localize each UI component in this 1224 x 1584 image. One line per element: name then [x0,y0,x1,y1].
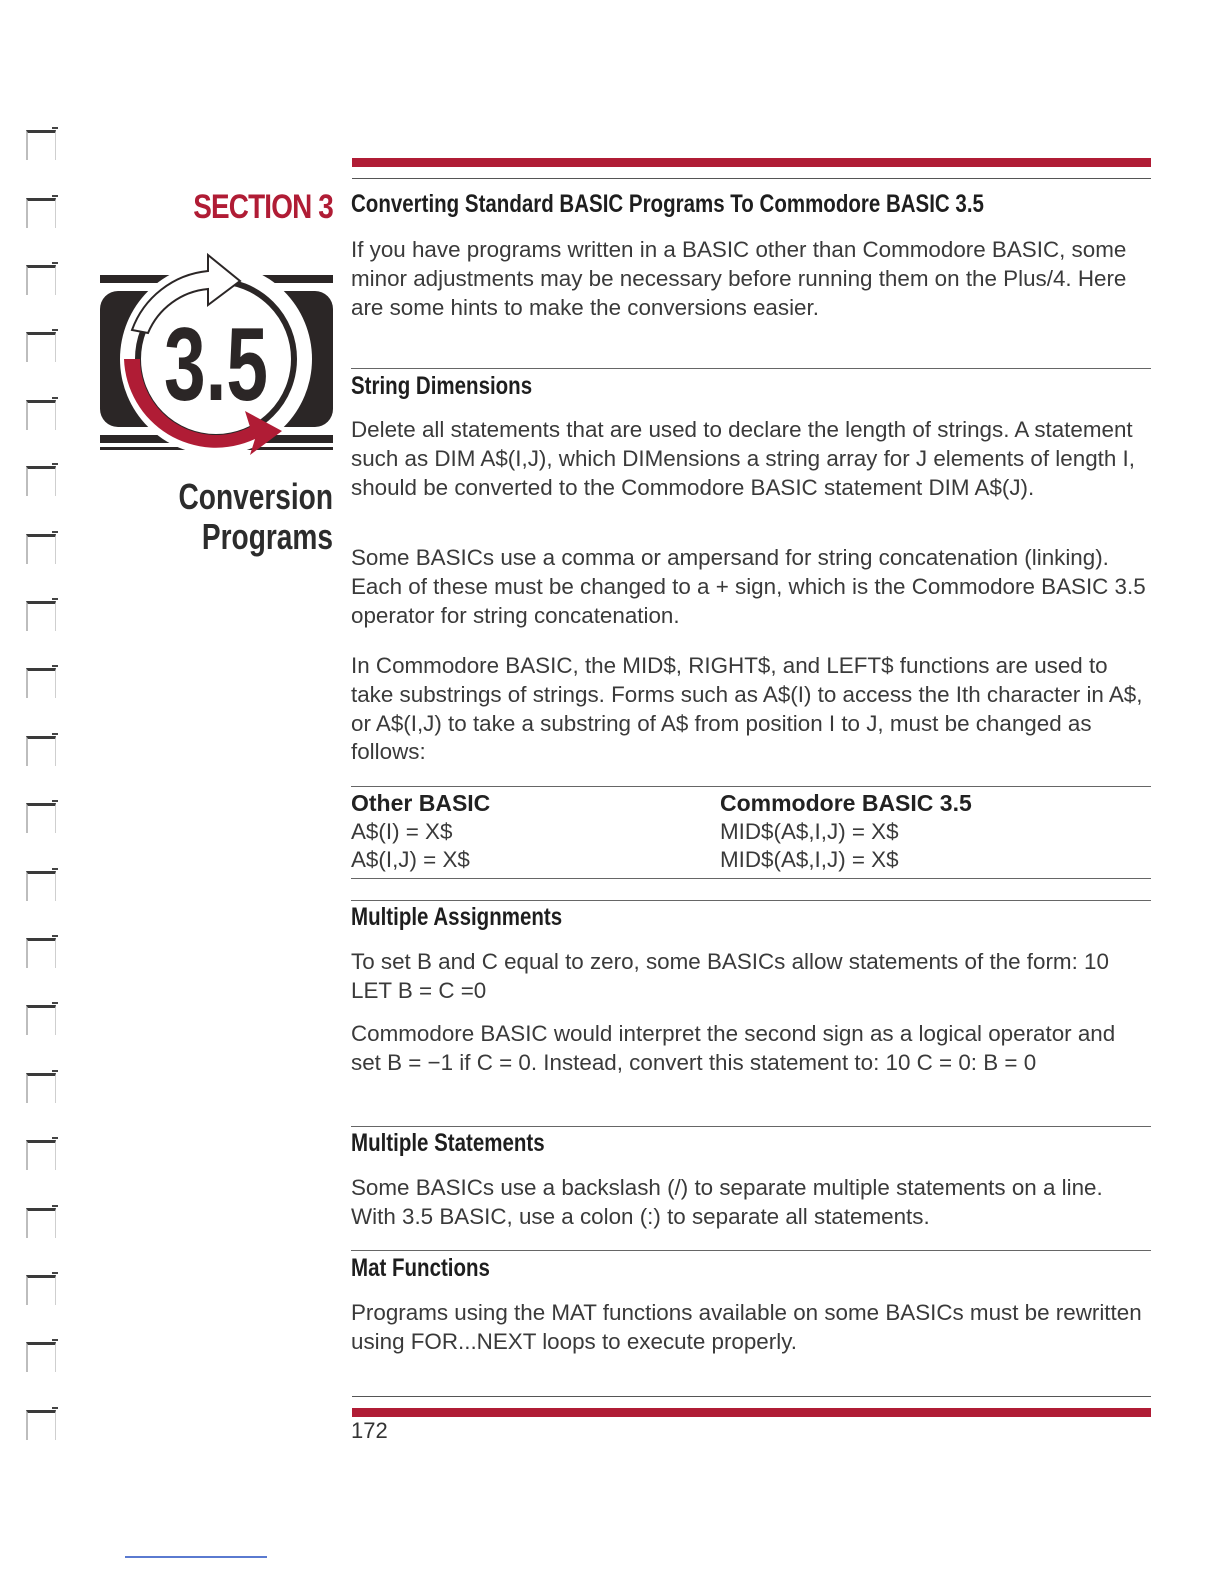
string-dimensions-paragraph-1: Delete all statements that are used to declare the length of strings. A statement such as DIM A$(I,J), which DIMensions a string array for J elements of length I, should be converted to the Commodore BASIC statement DIM A$(J). [351,417,1135,500]
comparison-table [351,789,1151,875]
binding-ring [26,400,56,430]
multiple-assignments-heading: Multiple Assignments [351,903,563,931]
divider [351,900,1151,901]
intro-paragraph: If you have programs written in a BASIC other than Commodore BASIC, some minor adjustments may be necessary before running them on the Plus/4. Here are some hints to make the conversions easier. [351,237,1127,320]
divider [351,786,1151,787]
binding-ring [26,1073,56,1103]
multiple-assignments-paragraph-1: To set B and C equal to zero, some BASICs allow statements of the form: 10 LET B = C =0 [351,949,1109,1003]
mat-functions-heading: Mat Functions [351,1254,490,1282]
table-row [351,846,1151,875]
binding-ring [26,871,56,901]
top-thin-rule [352,178,1151,179]
binding-ring [26,668,56,698]
table-header: Commodore BASIC 3.5 [720,790,972,816]
bottom-mark [125,1556,267,1558]
binding-ring [26,1005,56,1035]
string-dimensions-heading: String Dimensions [351,372,533,400]
table-header: Other BASIC [351,790,491,816]
binding-ring [26,736,56,766]
binding-ring [26,534,56,564]
string-dimensions-paragraph-3: In Commodore BASIC, the MID$, RIGHT$, and LEFT$ functions are used to take substrings of strings. Forms such as A$(I) to access the Ith character in A$, or A$(I,J) to take a substring of A$ from position I to J, must be changed as follows: [351,653,1143,765]
binding-ring [26,938,56,968]
table-cell: MID$(A$,I,J) = X$ [720,818,899,844]
binding-ring [26,1208,56,1238]
section-sidebar [100,188,333,555]
sidebar-title-line1: Conversion [178,476,333,517]
top-accent-rule [352,158,1151,167]
table-cell: MID$(A$,I,J) = X$ [720,847,899,872]
divider [351,1250,1151,1251]
table-cell: A$(I,J) = X$ [351,847,470,872]
divider [351,1126,1151,1127]
logo-text: 3.5 [163,307,269,423]
binding-ring [26,601,56,631]
mat-functions-paragraph: Programs using the MAT functions available on some BASICs must be rewritten using FOR...NEXT loops to execute properly. [351,1300,1142,1354]
sidebar-title-line2: Programs [201,516,333,557]
multiple-assignments-paragraph-2: Commodore BASIC would interpret the second sign as a logical operator and set B = −1 if C = 0. Instead, convert this statement to: 10 C = 0: B = 0 [351,1021,1116,1075]
binding-ring [26,198,56,228]
binding-ring [26,1140,56,1170]
binding-ring [26,332,56,362]
section-label: SECTION 3 [193,188,333,226]
multiple-statements-paragraph: Some BASICs use a backslash (/) to separate multiple statements on a line. With 3.5 BASIC, use a colon (:) to separate all statements. [351,1175,1103,1229]
table-row [351,818,1151,847]
divider [351,878,1151,879]
binding-ring [26,803,56,833]
binding-ring [26,1275,56,1305]
page-number: 172 [351,1418,388,1443]
basic-35-logo-icon [100,235,333,475]
page-title: Converting Standard BASIC Programs To Commodore BASIC 3.5 [351,190,984,218]
binding-ring [26,265,56,295]
multiple-statements-heading: Multiple Statements [351,1129,545,1157]
string-dimensions-paragraph-2: Some BASICs use a comma or ampersand for string concatenation (linking). Each of these must be changed to a + sign, which is the Commodore BASIC 3.5 operator for string concatenation. [351,545,1146,628]
binding-ring [26,1410,56,1440]
bottom-thin-rule [352,1396,1151,1397]
table-header-row [351,789,1151,818]
divider [351,368,1151,369]
binding-ring [26,130,56,160]
binding-ring [26,1342,56,1372]
spiral-binding [24,0,64,1584]
table-cell: A$(I) = X$ [351,818,453,844]
bottom-accent-rule [352,1408,1151,1417]
binding-ring [26,466,56,496]
